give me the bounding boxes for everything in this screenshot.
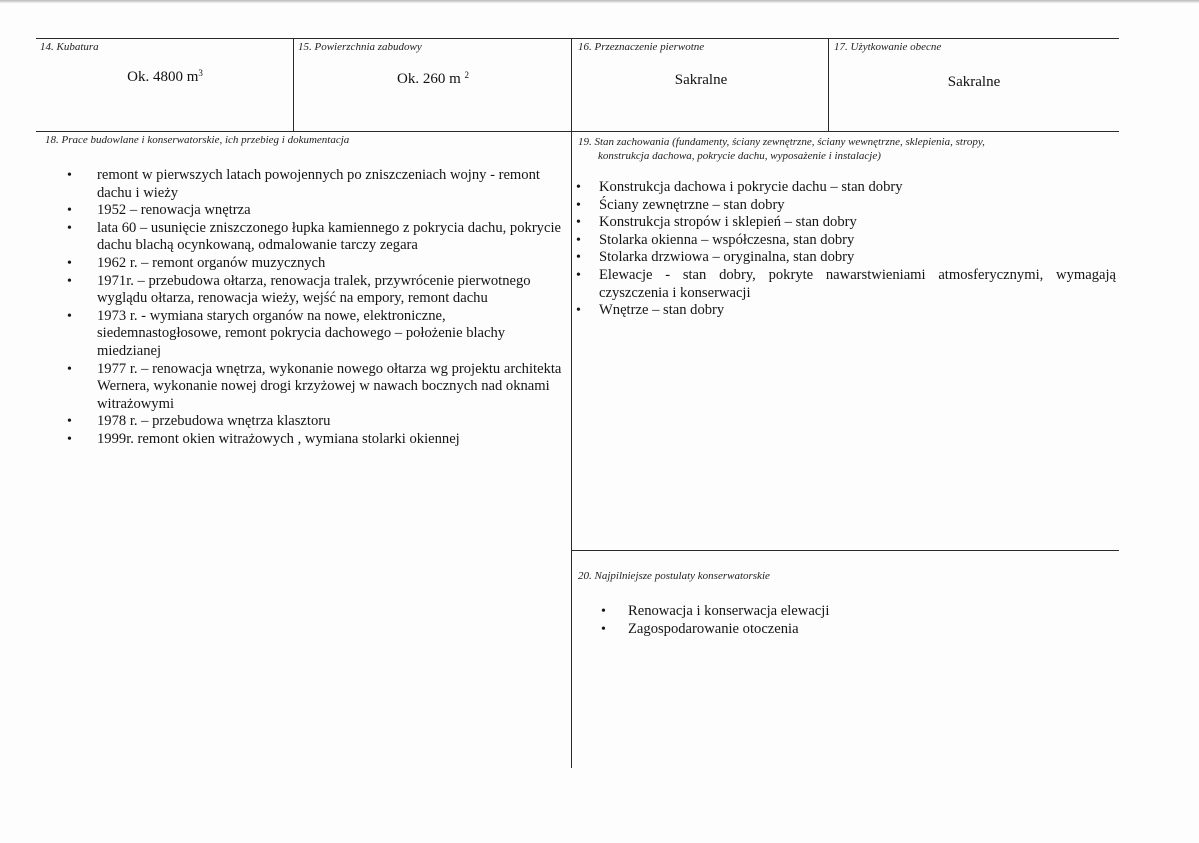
field-14-unit-sup: 3: [198, 68, 203, 78]
scan-top-edge: [0, 0, 1199, 3]
prace-list: [67, 167, 567, 449]
divider-15-16: [571, 38, 572, 132]
list-item: • 1962 r. – remont organów muzycznych: [67, 255, 567, 273]
list-item: • Stolarka okienna – współczesna, stan dobry: [576, 232, 1116, 250]
list-item: • 1971r. – przebudowa ołtarza, renowacja tralek, przywrócenie pierwotnego wyglądu ołtarza, renowacja wieży, wejść na empory, remont dachu: [67, 273, 567, 308]
list-item: • remont w pierwszych latach powojennych po zniszczeniach wojny - remont dachu i wieży: [67, 167, 567, 202]
list-item: • 1973 r. - wymiana starych organów na nowe, elektroniczne, siedemnastogłosowe, remont pokrycia dachowego – położenie blachy miedzianej: [67, 308, 567, 361]
field-16-value: Sakralne: [674, 72, 728, 88]
list-item: • 1952 – renowacja wnętrza: [67, 202, 567, 220]
list-item: • 1977 r. – renowacja wnętrza, wykonanie nowego ołtarza wg projektu architekta Wernera, wykonanie nowej drogi krzyżowej w nawach bocznych nad oknami witrażowymi: [67, 361, 567, 414]
list-item: • Renowacja i konserwacja elewacji: [601, 603, 1081, 621]
postulaty-list: [601, 603, 1081, 638]
list-item: • Konstrukcja stropów i sklepień – stan dobry: [576, 214, 1116, 232]
row1-bottom-rule: [36, 131, 1119, 132]
field-17-value: Sakralne: [947, 74, 1001, 90]
list-item: • Konstrukcja dachowa i pokrycie dachu – stan dobry: [576, 179, 1116, 197]
list-item: • Stolarka drzwiowa – oryginalna, stan dobry: [576, 249, 1116, 267]
field-15-value-text: Ok. 260 m: [397, 71, 465, 87]
list-item: • Ściany zewnętrzne – stan dobry: [576, 197, 1116, 215]
field-17-label: 17. Użytkowanie obecne: [834, 41, 942, 53]
field-14-value: [40, 68, 290, 86]
divider-18-19: [571, 131, 572, 768]
field-14-value-text: Ok. 4800 m: [127, 69, 199, 85]
field-18-label: 18. Prace budowlane i konserwatorskie, ich przebieg i dokumentacja: [45, 134, 350, 146]
field-15-unit-sup: 2: [464, 70, 469, 80]
stan-list: [576, 179, 1116, 320]
field-15-label: 15. Powierzchnia zabudowy: [298, 41, 422, 53]
divider-14-15: [293, 38, 294, 132]
list-item: • 1978 r. – przebudowa wnętrza klasztoru: [67, 413, 567, 431]
list-item: • Zagospodarowanie otoczenia: [601, 621, 1081, 639]
list-item: • lata 60 – usunięcie zniszczonego łupka kamiennego z pokrycia dachu, pokrycie dachu blachą ocynkowaną, odmalowanie tarczy zegara: [67, 220, 567, 255]
section-19-bottom-rule: [571, 550, 1119, 551]
list-item: • 1999r. remont okien witrażowych , wymiana stolarki okiennej: [67, 431, 567, 449]
list-item: • Elewacje - stan dobry, pokryte nawarstwieniami atmosferycznymi, wymagają czyszczenia i konserwacji: [576, 267, 1116, 302]
field-14-label: 14. Kubatura: [40, 41, 99, 53]
field-15-value: [296, 70, 570, 88]
field-20-label: 20. Najpilniejsze postulaty konserwatorskie: [578, 570, 770, 582]
field-19-label-line1: 19. Stan zachowania (fundamenty, ściany zewnętrzne, ściany wewnętrzne, sklepienia, stropy,: [578, 136, 985, 148]
top-rule: [36, 38, 1119, 39]
field-16-label: 16. Przeznaczenie pierwotne: [578, 41, 705, 53]
list-item: • Wnętrze – stan dobry: [576, 302, 1116, 320]
field-19-label-line2: konstrukcja dachowa, pokrycie dachu, wyposażenie i instalacje): [598, 150, 881, 162]
